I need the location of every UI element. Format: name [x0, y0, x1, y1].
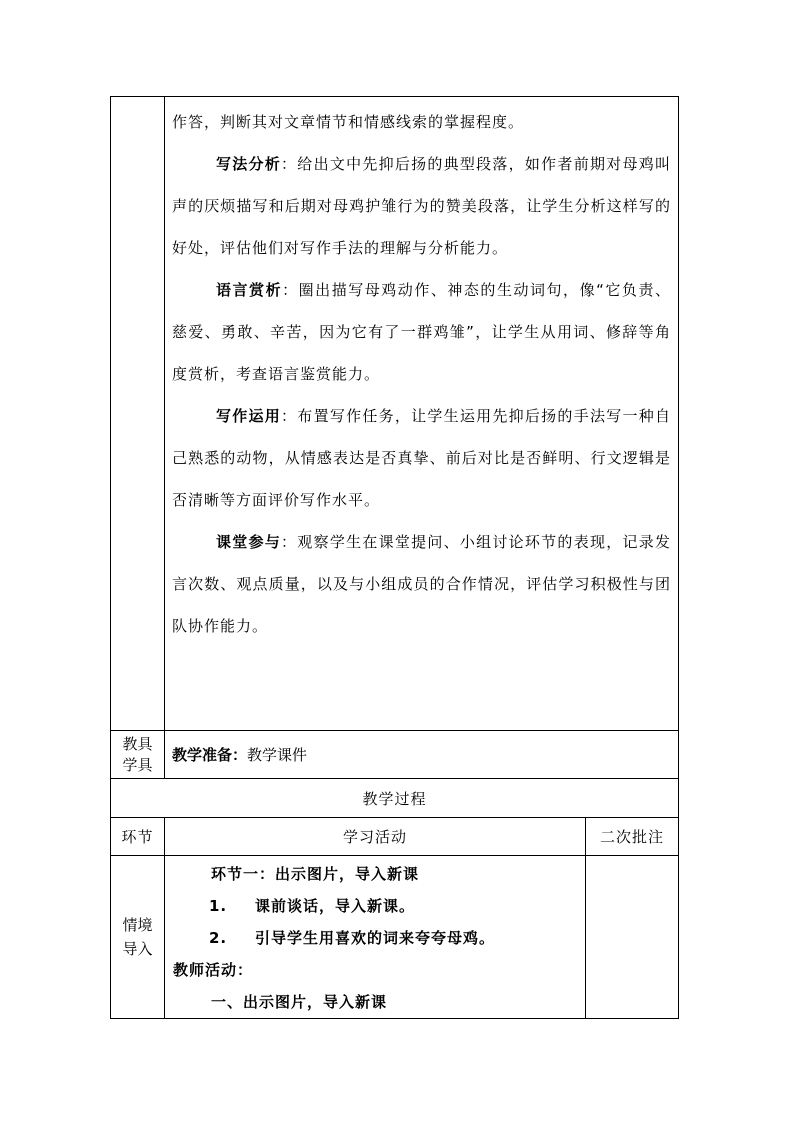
- eval-text: ：圈出描写母鸡动作、神态的生动词句，像“它负责、慈爱、勇敢、辛苦，因为它有了一群鸡雏”，让学生从用词、修辞等角度赏析，考查语言鉴赏能力。: [172, 281, 671, 383]
- step-text: 课前谈话，导入新课。: [255, 897, 416, 915]
- step-text: 引导学生用喜欢的词来夸夸母鸡。: [255, 929, 496, 947]
- stage-label-line1: 情境: [122, 916, 153, 934]
- process-title-row: [111, 779, 679, 818]
- lesson-plan-table: [110, 96, 679, 1019]
- evaluation-label-cell: [111, 97, 165, 731]
- prep-label: 教学准备：: [172, 746, 248, 764]
- tools-row: [111, 731, 679, 779]
- stage-row: [111, 856, 679, 1019]
- eval-label: 写作运用: [216, 407, 282, 425]
- col-header-activity: 学习活动: [165, 818, 586, 856]
- step-number: 2.: [209, 929, 228, 947]
- evaluation-continuation: 作答，判断其对文章情节和情感线索的掌握程度。: [172, 113, 525, 131]
- eval-text: ：给出文中先抑后扬的典型段落，如作者前期对母鸡叫声的厌烦描写和后期对母鸡护雏行为的赞美段落，让学生分析这样写的好处，评估他们对写作手法的理解与分析能力。: [172, 155, 671, 257]
- eval-text: ：观察学生在课堂提问、小组讨论环节的表现，记录发言次数、观点质量，以及与小组成员的合作情况，评估学习积极性与团队协作能力。: [172, 533, 671, 635]
- eval-item-writing-application: [172, 395, 671, 521]
- stage-notes-cell: [586, 856, 679, 1019]
- eval-label: 写法分析: [216, 155, 282, 173]
- tools-label-line2: 学具: [122, 755, 153, 774]
- col-header-stage: 环节: [111, 818, 165, 856]
- eval-item-language-appreciation: [172, 269, 671, 395]
- stage-step: [173, 922, 577, 954]
- process-header-row: [111, 818, 679, 856]
- stage-step: [173, 890, 577, 922]
- stage-label-cell: [111, 856, 165, 1019]
- tools-label-cell: [111, 731, 165, 779]
- tools-content-cell: [165, 731, 679, 779]
- evaluation-content-cell: [165, 97, 679, 731]
- tools-label-line1: 教具: [122, 734, 153, 753]
- col-header-notes: 二次批注: [586, 818, 679, 856]
- process-title: 教学过程: [111, 779, 679, 818]
- sub-heading: 一、出示图片，导入新课: [211, 993, 388, 1011]
- stage-heading: 环节一：出示图片，导入新课: [211, 865, 420, 883]
- eval-text: ：布置写作任务，让学生运用先抑后扬的手法写一种自己熟悉的动物，从情感表达是否真挚、前后对比是否鲜明、行文逻辑是否清晰等方面评价写作水平。: [172, 407, 671, 509]
- eval-label: 语言赏析: [216, 281, 283, 299]
- evaluation-row: [111, 97, 679, 731]
- stage-label-line2: 导入: [122, 940, 153, 958]
- prep-value: 教学课件: [247, 746, 308, 764]
- teacher-activity-label: 教师活动：: [173, 961, 254, 979]
- eval-item-class-participation: [172, 521, 671, 647]
- step-number: 1.: [209, 897, 228, 915]
- eval-label: 课堂参与: [216, 533, 282, 551]
- stage-activity-cell: [165, 856, 586, 1019]
- eval-item-writing-analysis: [172, 143, 671, 269]
